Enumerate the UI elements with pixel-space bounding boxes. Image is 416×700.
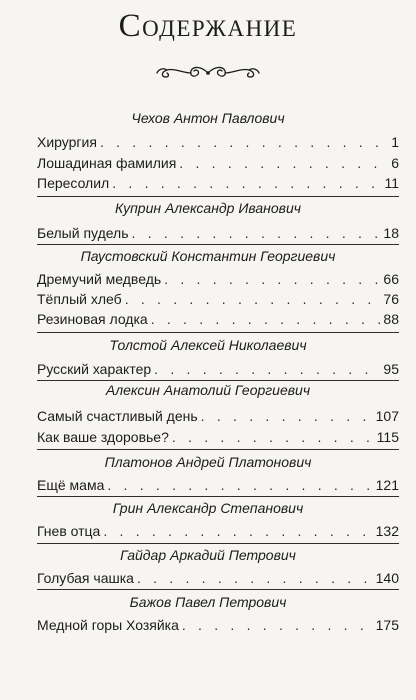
- entry-page: 76: [383, 291, 399, 307]
- section-divider: [37, 244, 399, 245]
- entry-title: Медной горы Хозяйка: [37, 617, 179, 633]
- author-heading: Платонов Андрей Платонович: [104, 454, 312, 470]
- toc-entry[interactable]: [37, 271, 399, 289]
- entry-title: Гнев отца: [37, 523, 101, 539]
- dot-leader: [100, 134, 388, 150]
- entry-title: Хирургия: [37, 134, 97, 150]
- toc-entry[interactable]: [37, 175, 399, 193]
- toc-entry[interactable]: [37, 311, 399, 329]
- toc-entry[interactable]: [37, 361, 399, 379]
- entry-page: 175: [375, 617, 399, 633]
- author-heading: Паустовский Константин Георгиевич: [80, 248, 336, 264]
- entry-title: Тёплый хлеб: [37, 291, 122, 307]
- dot-leader: [154, 361, 380, 377]
- author-heading: Куприн Александр Иванович: [115, 200, 301, 216]
- section-divider: [37, 332, 399, 333]
- entry-page: 140: [375, 570, 399, 586]
- author-heading: Толстой Алексей Николаевич: [109, 337, 307, 353]
- dot-leader: [103, 523, 372, 539]
- toc-entry[interactable]: [37, 225, 399, 243]
- dot-leader: [164, 271, 380, 287]
- toc-entry[interactable]: [37, 429, 399, 447]
- entry-page: 132: [375, 523, 399, 539]
- entry-page: 95: [383, 361, 399, 377]
- section-divider: [37, 449, 399, 450]
- dot-leader: [182, 617, 373, 633]
- author-heading: Алексин Анатолий Георгиевич: [105, 382, 311, 398]
- author-heading: Грин Александр Степанович: [112, 500, 304, 516]
- toc-entry[interactable]: [37, 155, 399, 173]
- toc-entry[interactable]: [37, 617, 399, 635]
- entry-page: 6: [391, 155, 399, 171]
- dot-leader: [151, 311, 381, 327]
- entry-title: Дремучий медведь: [37, 271, 162, 287]
- entry-page: 115: [376, 429, 399, 445]
- page-title: Содержание: [118, 8, 298, 44]
- toc-entry[interactable]: [37, 134, 399, 152]
- section-divider: [37, 589, 399, 590]
- entry-page: 18: [383, 225, 399, 241]
- author-heading: Гайдар Аркадий Петрович: [120, 547, 296, 563]
- dot-leader: [201, 408, 373, 424]
- entry-title: Русский характер: [37, 361, 152, 377]
- entry-page: 121: [375, 477, 399, 493]
- dot-leader: [137, 570, 373, 586]
- entry-title: Как ваше здоровье?: [37, 429, 169, 445]
- entry-title: Белый пудель: [37, 225, 129, 241]
- dot-leader: [179, 155, 388, 171]
- dot-leader: [172, 429, 374, 445]
- section-divider: [37, 496, 399, 497]
- entry-page: 107: [375, 408, 399, 424]
- section-divider: [37, 196, 399, 197]
- toc-entry[interactable]: [37, 523, 399, 541]
- entry-title: Ещё мама: [37, 477, 105, 493]
- section-divider: [37, 380, 399, 381]
- author-heading: Чехов Антон Павлович: [131, 110, 285, 126]
- toc-entry[interactable]: [37, 291, 399, 309]
- author-heading: Бажов Павел Петрович: [129, 594, 287, 610]
- dot-leader: [107, 477, 372, 493]
- entry-title: Голубая чашка: [37, 570, 134, 586]
- dot-leader: [132, 225, 381, 241]
- toc-entry[interactable]: [37, 477, 399, 495]
- dot-leader: [125, 291, 381, 307]
- entry-page: 88: [383, 311, 399, 327]
- entry-title: Лошадиная фамилия: [37, 155, 177, 171]
- section-divider: [37, 543, 399, 544]
- entry-title: Резиновая лодка: [37, 311, 148, 327]
- entry-page: 66: [383, 271, 399, 287]
- entry-page: 1: [391, 134, 399, 150]
- entry-title: Самый счастливый день: [37, 408, 198, 424]
- entry-title: Пересолил: [37, 175, 110, 191]
- dot-leader: [112, 175, 381, 191]
- flourish-ornament-icon: [155, 62, 261, 84]
- toc-entry[interactable]: [37, 570, 399, 588]
- entry-page: 11: [384, 175, 399, 191]
- toc-entry[interactable]: [37, 408, 399, 426]
